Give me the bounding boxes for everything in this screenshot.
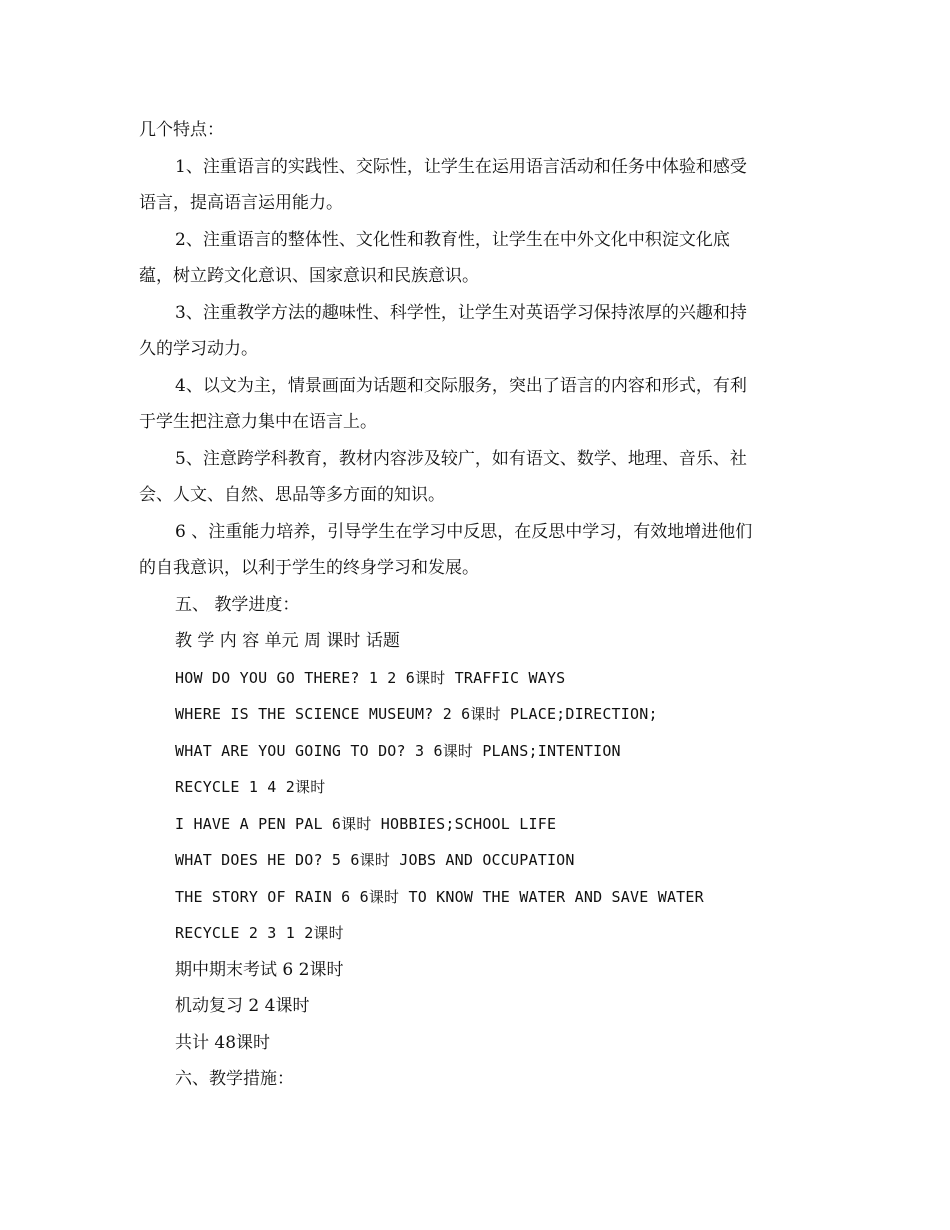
feature-2-line-2: 蕴，树立跨文化意识、国家意识和民族意识。 xyxy=(139,266,479,286)
feature-2-line-1: 2、注重语言的整体性、文化性和教育性，让学生在中外文化中积淀文化底 xyxy=(175,229,730,250)
schedule-row: HOW DO YOU GO THERE? 1 2 6课时 TRAFFIC WAYS xyxy=(175,668,566,687)
schedule-row-exams: 期中期末考试 6 2课时 xyxy=(175,959,344,980)
text-line-intro: 几个特点： xyxy=(139,120,224,140)
document-body xyxy=(139,112,819,1098)
feature-5-line-2: 会、人文、自然、思品等多方面的知识。 xyxy=(139,485,445,505)
feature-6-line-2: 的自我意识，以利于学生的终身学习和发展。 xyxy=(139,558,479,578)
feature-1-line-1: 1、注重语言的实践性、交际性，让学生在运用语言活动和任务中体验和感受 xyxy=(175,156,747,177)
schedule-header: 教 学 内 容 单元 周 课时 话题 xyxy=(175,631,400,651)
feature-4-line-2: 于学生把注意力集中在语言上。 xyxy=(139,412,377,432)
feature-4-line-1: 4、以文为主，情景画面为话题和交际服务，突出了语言的内容和形式，有利 xyxy=(175,375,747,396)
feature-1-line-2: 语言，提高语言运用能力。 xyxy=(139,193,343,213)
schedule-row: THE STORY OF RAIN 6 6课时 TO KNOW THE WATER AND SAVE WATER xyxy=(175,887,704,906)
schedule-row: WHERE IS THE SCIENCE MUSEUM? 2 6课时 PLACE;DIRECTION; xyxy=(175,705,658,723)
feature-3-line-2: 久的学习动力。 xyxy=(139,339,258,359)
schedule-row-review: 机动复习 2 4课时 xyxy=(175,996,310,1016)
schedule-row: RECYCLE 1 4 2课时 xyxy=(175,778,326,796)
schedule-row: WHAT ARE YOU GOING TO DO? 3 6课时 PLANS;INTENTION xyxy=(175,741,621,760)
section-heading-measures: 六、教学措施： xyxy=(175,1069,294,1089)
feature-3-line-1: 3、注重教学方法的趣味性、科学性，让学生对英语学习保持浓厚的兴趣和持 xyxy=(175,302,747,323)
schedule-total: 共计 48课时 xyxy=(175,1032,271,1053)
schedule-row: I HAVE A PEN PAL 6课时 HOBBIES;SCHOOL LIFE xyxy=(175,814,557,833)
schedule-row: WHAT DOES HE DO? 5 6课时 JOBS AND OCCUPATION xyxy=(175,851,575,869)
feature-6-line-1: 6 、注重能力培养，引导学生在学习中反思，在反思中学习，有效地增进他们 xyxy=(175,521,753,542)
schedule-row: RECYCLE 2 3 1 2课时 xyxy=(175,924,344,942)
section-heading-progress: 五、 教学进度： xyxy=(175,594,300,615)
feature-5-line-1: 5、注意跨学科教育，教材内容涉及较广，如有语文、数学、地理、音乐、社 xyxy=(175,448,747,469)
